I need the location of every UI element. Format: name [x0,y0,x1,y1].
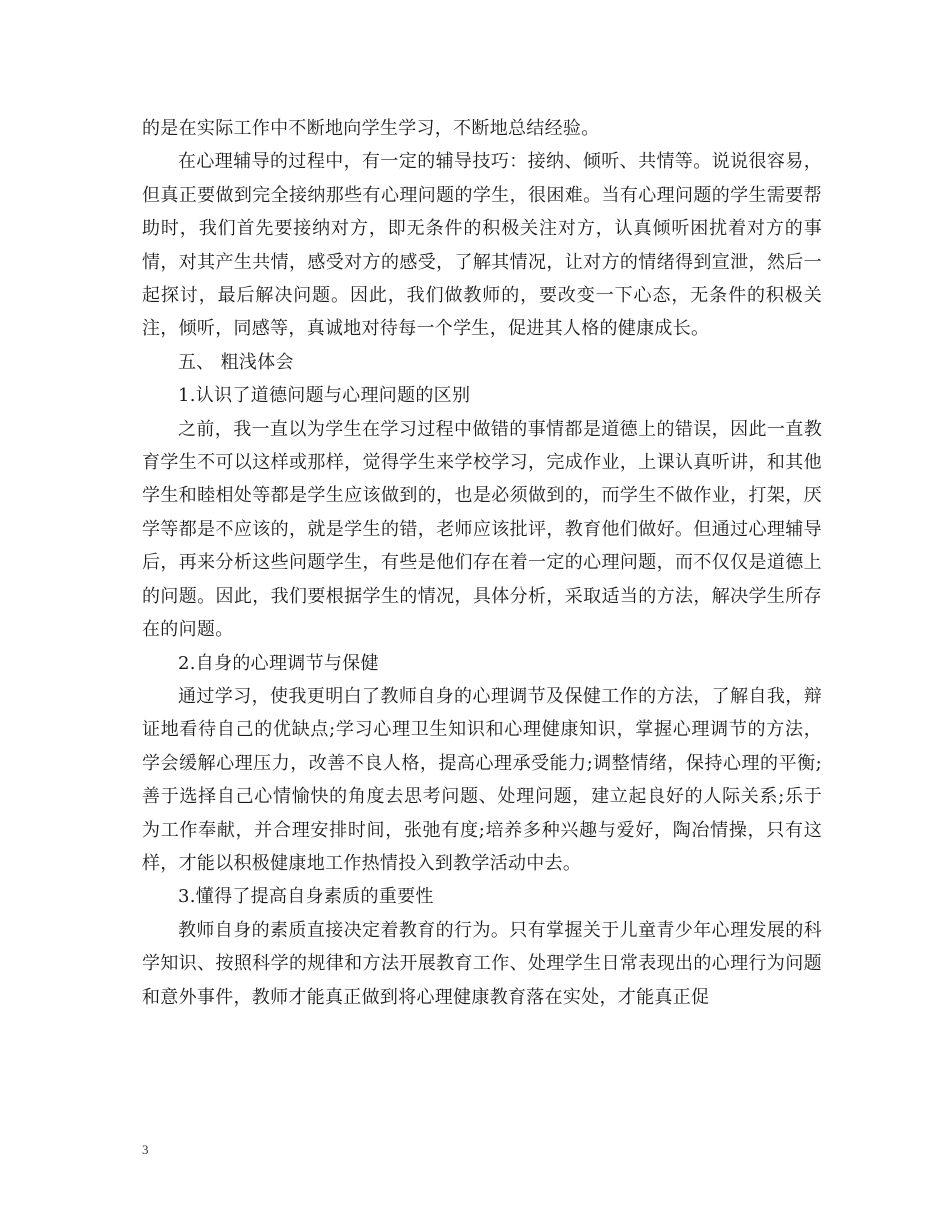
paragraph-teacher-quality: 教师自身的素质直接决定着教育的行为。只有掌握关于儿童青少年心理发展的科学知识、按照科学的规律和方法开展教育工作、处理学生日常表现出的心理行为问题和意外事件，教师才能真正做到将心理健康教育落在实处，才能真正促 [142,919,822,1008]
document-page [142,112,822,1014]
paragraph-moral-vs-psych: 之前，我一直以为学生在学习过程中做错的事情都是道德上的错误，因此一直教育学生不可以这样或那样，觉得学生来学校学习，完成作业，上课认真听讲，和其他学生和睦相处等都是学生应该做到的，也是必须做到的，而学生不做作业，打架，厌学等都是不应该的，就是学生的错，老师应该批评，教育他们做好。但通过心理辅导后，再来分析这些问题学生，有些是他们存在着一定的心理问题，而不仅仅是道德上的问题。因此，我们要根据学生的情况，具体分析，采取适当的方法，解决学生所存在的问题。 [142,418,822,641]
page-number: 3 [142,1142,149,1157]
subheading-3: 3.懂得了提高自身素质的重要性 [178,886,434,908]
paragraph-self-regulation: 通过学习，使我更明白了教师自身的心理调节及保健工作的方法，了解自我，辩证地看待自己的优缺点;学习心理卫生知识和心理健康知识，掌握心理调节的方法，学会缓解心理压力，改善不良人格，提高心理承受能力;调整情绪，保持心理的平衡;善于选择自己心情愉快的角度去思考问题、处理问题，建立起良好的人际关系;乐于为工作奉献，并合理安排时间，张弛有度;培养多种兴趣与爱好，陶冶情操，只有这样，才能以积极健康地工作热情投入到教学活动中去。 [142,685,822,874]
subheading-2: 2.自身的心理调节与保健 [178,652,379,674]
section-heading-five: 五、 粗浅体会 [178,351,294,373]
paragraph-continuation: 的是在实际工作中不断地向学生学习，不断地总结经验。 [142,118,600,139]
paragraph-counseling-skills: 在心理辅导的过程中，有一定的辅导技巧：接纳、倾听、共情等。说说很容易，但真正要做到完全接纳那些有心理问题的学生，很困难。当有心理问题的学生需要帮助时，我们首先要接纳对方，即无条件的积极关注对方，认真倾听困扰着对方的事情，对其产生共情，感受对方的感受，了解其情况，让对方的情绪得到宣泄，然后一起探讨，最后解决问题。因此，我们做教师的，要改变一下心态，无条件的积极关注，倾听，同感等，真诚地对待每一个学生，促进其人格的健康成长。 [142,151,822,340]
subheading-1: 1.认识了道德问题与心理问题的区别 [178,385,471,407]
